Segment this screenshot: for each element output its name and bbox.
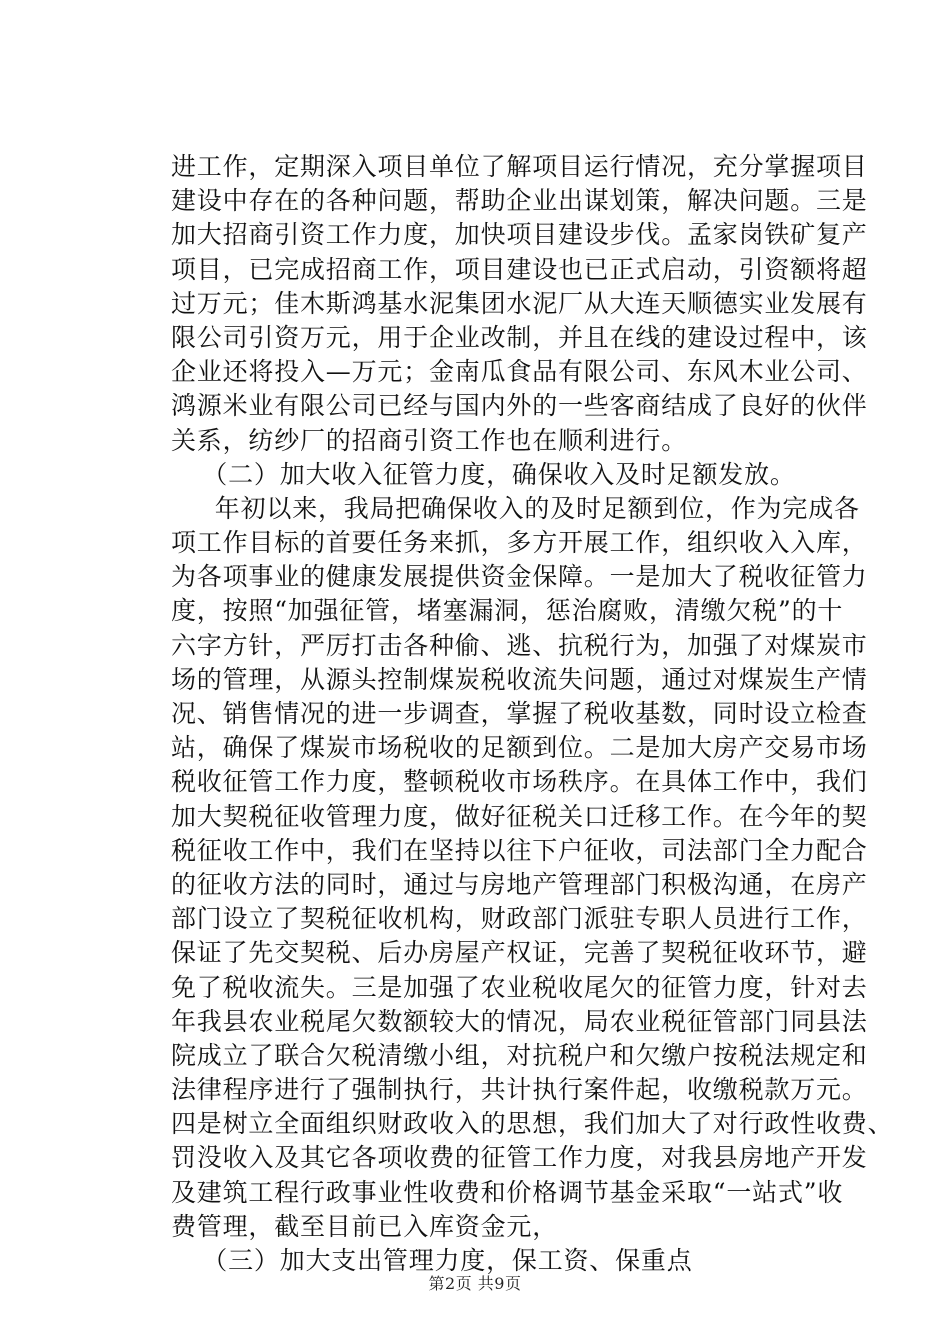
text-line: 税收征管工作力度，整顿税收市场秩序。在具体工作中，我们 — [171, 767, 868, 797]
text-line: 年我县农业税尾欠数额较大的情况，局农业税征管部门同县法 — [171, 1006, 868, 1036]
text-line: 及建筑工程行政事业性收费和价格调节基金采取“一站式”收 — [171, 1177, 844, 1207]
text-line: 的征收方法的同时，通过与房地产管理部门积极沟通，在房产 — [171, 869, 868, 899]
text-line: 鸿源米业有限公司已经与国内外的一些客商结成了良好的伙伴 — [171, 391, 868, 421]
text-line: 为各项事业的健康发展提供资金保障。一是加大了税收征管力 — [171, 562, 868, 592]
text-line: 关系，纺纱厂的招商引资工作也在顺利进行。 — [171, 425, 688, 455]
text-line: 法律程序进行了强制执行，共计执行案件起，收缴税款万元。 — [171, 1075, 868, 1105]
text-line: 项工作目标的首要任务来抓，多方开展工作，组织收入入库， — [171, 528, 868, 558]
text-line: 罚没收入及其它各项收费的征管工作力度，对我县房地产开发 — [171, 1143, 868, 1173]
text-line: 度，按照“加强征管，堵塞漏洞，惩治腐败，清缴欠税”的十 — [171, 596, 844, 626]
text-line: 建设中存在的各种问题，帮助企业出谋划策，解决问题。三是 — [171, 186, 868, 216]
body-text — [171, 150, 894, 1278]
text-line: 况、销售情况的进一步调查，掌握了税收基数，同时设立检查 — [171, 699, 868, 728]
text-line: 税征收工作中，我们在坚持以往下户征收，司法部门全力配合 — [171, 835, 868, 865]
text-line: 部门设立了契税征收机构，财政部门派驻专职人员进行工作， — [171, 904, 868, 934]
text-line: 项目，已完成招商工作，项目建设也已正式启动，引资额将超 — [171, 254, 868, 284]
section-heading: （二）加大收入征管力度，确保收入及时足额发放。 — [189, 459, 796, 489]
page-number-footer: 第2页 共9页 — [428, 1274, 522, 1293]
text-line: 加大契税征收管理力度，做好征税关口迁移工作。在今年的契 — [171, 801, 868, 831]
section-heading: （三）加大支出管理力度，保工资、保重点 — [189, 1246, 693, 1275]
text-line: 限公司引资万元，用于企业改制，并且在线的建设过程中，该 — [171, 322, 868, 352]
text-line: 保证了先交契税、后办房屋产权证，完善了契税征收环节，避 — [171, 938, 868, 968]
text-line: 院成立了联合欠税清缴小组，对抗税户和欠缴户按税法规定和 — [171, 1040, 868, 1070]
text-line: 六字方针，严厉打击各种偷、逃、抗税行为，加强了对煤炭市 — [171, 630, 868, 660]
text-line: 费管理，截至目前已入库资金元， — [171, 1211, 559, 1241]
text-line: 四是树立全面组织财政收入的思想，我们加大了对行政性收费、 — [171, 1109, 894, 1139]
text-line: 场的管理，从源头控制煤炭税收流失问题，通过对煤炭生产情 — [171, 664, 868, 694]
text-line: 站，确保了煤炭市场税收的足额到位。二是加大房产交易市场 — [171, 733, 868, 763]
text-line: 进工作，定期深入项目单位了解项目运行情况，充分掌握项目 — [171, 152, 868, 181]
paragraph-start-line: 年初以来，我局把确保收入的及时足额到位，作为完成各 — [189, 493, 860, 523]
text-line: 免了税收流失。三是加强了农业税收尾欠的征管力度，针对去 — [171, 972, 868, 1002]
text-line: 企业还将投入—万元；金南瓜食品有限公司、东风木业公司、 — [171, 357, 868, 387]
text-line: 过万元；佳木斯鸿基水泥集团水泥厂从大连天顺德实业发展有 — [171, 288, 868, 318]
text-line: 加大招商引资工作力度，加快项目建设步伐。孟家岗铁矿复产 — [171, 220, 868, 250]
